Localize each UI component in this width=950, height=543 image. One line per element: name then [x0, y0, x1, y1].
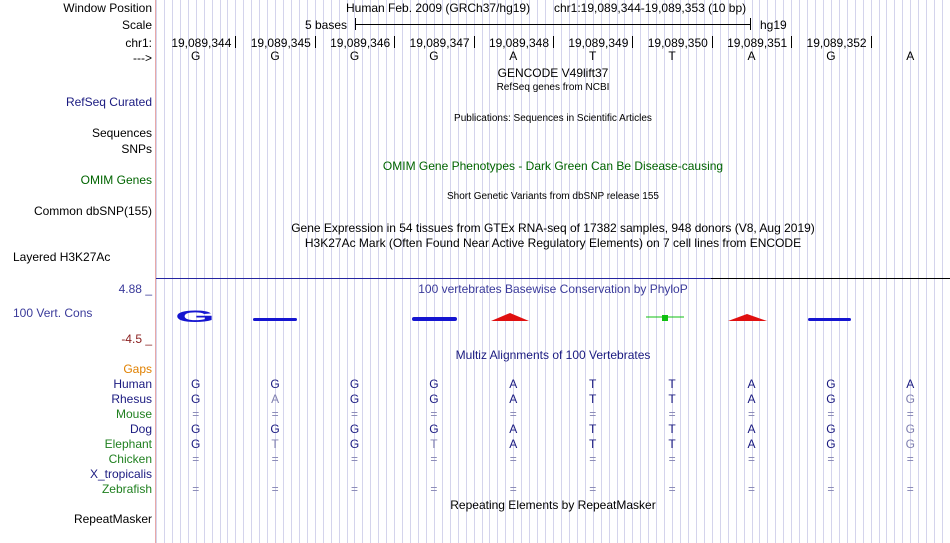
logo-g-2 [253, 318, 297, 321]
aligned-base: = [668, 482, 676, 496]
track-label-column [0, 0, 155, 543]
species-label-x_tropicalis[interactable]: X_tropicalis [89, 467, 152, 481]
species-label-dog[interactable]: Dog [129, 422, 152, 436]
ruler-coordinate: 19,089,344 [171, 36, 232, 50]
aligned-base: = [906, 407, 914, 421]
base-letter: G [349, 49, 360, 63]
species-label-rhesus[interactable]: Rhesus [111, 392, 152, 406]
ruler-coordinate: 19,089,350 [647, 36, 708, 50]
aligned-base: G [905, 422, 915, 436]
species-label-mouse[interactable]: Mouse [115, 407, 152, 421]
base-letter: G [429, 49, 439, 63]
scale-bar [356, 24, 750, 25]
aligned-base: = [668, 407, 676, 421]
aligned-base: T [430, 437, 438, 451]
species-label-human[interactable]: Human [113, 377, 152, 391]
species-label-elephant[interactable]: Elephant [104, 437, 152, 451]
aligned-base: G [429, 422, 439, 436]
dbsnp-track-label[interactable]: Common dbSNP(155) [33, 204, 152, 218]
aligned-base: T [589, 392, 597, 406]
scale-bar-start [355, 18, 356, 30]
position-text: chr1:19,089,344-19,089,353 (10 bp) [554, 1, 747, 15]
aligned-base: G [349, 392, 360, 406]
aligned-base: = [192, 482, 200, 496]
logo-a-5 [491, 313, 529, 321]
aligned-base: G [349, 437, 360, 451]
aligned-base: = [430, 407, 438, 421]
aligned-base: = [668, 452, 676, 466]
aligned-base: G [826, 437, 836, 451]
aligned-base: G [826, 392, 836, 406]
aligned-base: = [430, 452, 438, 466]
base-letter: A [509, 49, 518, 63]
aligned-base: = [827, 482, 835, 496]
aligned-base: G [349, 422, 360, 436]
aligned-base: = [350, 482, 358, 496]
aligned-base: A [271, 392, 280, 406]
base-letter: G [270, 49, 280, 63]
db-label: hg19 [760, 18, 787, 32]
species-label-zebrafish[interactable]: Zebrafish [101, 482, 152, 496]
aligned-base: T [589, 422, 597, 436]
strand-arrow-label[interactable]: ---> [133, 51, 152, 65]
logo-g-1: G [175, 307, 215, 326]
phylop-top-line-ext [711, 278, 950, 279]
aligned-base: = [350, 407, 358, 421]
aligned-base: G [191, 377, 201, 391]
omim-track-label[interactable]: OMIM Genes [80, 173, 152, 187]
aligned-base: G [905, 437, 915, 451]
window-position-label: Window Position [63, 1, 152, 15]
aligned-base: = [906, 452, 914, 466]
aligned-base: G [191, 437, 201, 451]
ruler-coordinate: 19,089,348 [488, 36, 549, 50]
gaps-label[interactable]: Gaps [123, 362, 152, 376]
base-letter: T [668, 49, 676, 63]
aligned-base: T [589, 437, 597, 451]
aligned-base: = [589, 407, 597, 421]
aligned-base: T [668, 437, 676, 451]
aligned-base: G [270, 422, 280, 436]
aligned-base: = [509, 407, 517, 421]
assembly-text: Human Feb. 2009 (GRCh37/hg19) [346, 1, 531, 15]
base-letter: T [589, 49, 597, 63]
ruler-tick [871, 36, 872, 48]
aligned-base: = [827, 452, 835, 466]
phylop-logo [156, 300, 950, 330]
ruler-coordinate: 19,089,349 [568, 36, 629, 50]
aligned-base: = [827, 407, 835, 421]
ruler-coordinate: 19,089,345 [250, 36, 311, 50]
omim-track-desc: OMIM Gene Phenotypes - Dark Green Can Be Disease-causing [382, 159, 724, 173]
scale-text: 5 bases [305, 18, 348, 32]
aligned-base: T [668, 422, 676, 436]
aligned-base: A [509, 422, 518, 436]
chrom-label: chr1: [125, 36, 152, 50]
aligned-base: = [747, 452, 755, 466]
logo-g-9 [808, 318, 851, 321]
aligned-base: G [429, 392, 439, 406]
aligned-base: = [509, 482, 517, 496]
aligned-base: = [509, 452, 517, 466]
aligned-base: A [747, 437, 756, 451]
aligned-base: = [271, 482, 279, 496]
base-letter: A [747, 49, 756, 63]
phylop-top-line [156, 278, 711, 279]
phylop-track-desc: 100 vertebrates Basewise Conservation by PhyloP [418, 282, 688, 296]
aligned-base: T [668, 377, 676, 391]
ruler-coordinate: 19,089,346 [330, 36, 391, 50]
scale-label: Scale [121, 18, 152, 32]
aligned-base: = [589, 452, 597, 466]
base-letter: G [826, 49, 836, 63]
aligned-base: A [747, 392, 756, 406]
aligned-base: = [271, 407, 279, 421]
aligned-base: = [350, 452, 358, 466]
logo-a-8 [728, 314, 767, 321]
base-letter: A [906, 49, 915, 63]
aligned-base: G [349, 377, 360, 391]
cons-min-label: -4.5 _ [121, 332, 152, 346]
aligned-base: T [668, 392, 676, 406]
species-label-chicken[interactable]: Chicken [108, 452, 152, 466]
ruler-coordinate: 19,089,347 [409, 36, 470, 50]
cons-track-label[interactable]: 100 Vert. Cons [13, 306, 93, 320]
logo-g-3 [412, 317, 457, 321]
aligned-base: A [747, 422, 756, 436]
scale-bar-end [750, 18, 751, 30]
aligned-base: T [589, 377, 597, 391]
aligned-base: G [191, 392, 201, 406]
aligned-base: G [429, 377, 439, 391]
repeatmasker-track-label[interactable]: RepeatMasker [73, 512, 152, 526]
aligned-base: A [747, 377, 756, 391]
aligned-base: A [906, 377, 915, 391]
gencode-track[interactable]: GENCODE V49lift37 [497, 66, 609, 80]
aligned-base: T [271, 437, 279, 451]
aligned-base: A [509, 437, 518, 451]
base-letter: G [191, 49, 201, 63]
multiz-track-desc: Multiz Alignments of 100 Vertebrates [455, 348, 651, 362]
aligned-base: = [271, 452, 279, 466]
sequences-track-label[interactable]: Sequences [91, 126, 152, 140]
aligned-base: A [509, 377, 518, 391]
refseq-track-label[interactable]: RefSeq Curated [65, 95, 152, 109]
dbsnp-track-desc: Short Genetic Variants from dbSNP release 155 [447, 191, 659, 202]
h3k27ac-track-desc: H3K27Ac Mark (Often Found Near Active Regulatory Elements) on 7 cell lines from ENCODE [304, 236, 802, 250]
logo-t-7 [662, 315, 668, 321]
publications-track[interactable]: Publications: Sequences in Scientific Articles [454, 113, 652, 124]
aligned-base: G [191, 422, 201, 436]
ruler-coordinate: 19,089,352 [806, 36, 867, 50]
refseq-track-desc: RefSeq genes from NCBI [496, 82, 610, 93]
aligned-base: = [192, 452, 200, 466]
cons-max-label: 4.88 _ [118, 282, 152, 296]
aligned-base: A [509, 392, 518, 406]
ruler-coordinate: 19,089,351 [727, 36, 788, 50]
snps-track-label[interactable]: SNPs [121, 142, 152, 156]
aligned-base: G [905, 392, 915, 406]
aligned-base: = [589, 482, 597, 496]
repeatmasker-track-desc: Repeating Elements by RepeatMasker [450, 498, 656, 512]
aligned-base: G [270, 377, 280, 391]
aligned-base: G [826, 377, 836, 391]
aligned-base: = [747, 482, 755, 496]
aligned-base: = [906, 482, 914, 496]
aligned-base: G [826, 422, 836, 436]
aligned-base: = [192, 407, 200, 421]
aligned-base: = [430, 482, 438, 496]
gtex-track[interactable]: Gene Expression in 54 tissues from GTEx RNA-seq of 17382 samples, 948 donors (V8, Aug 2019) [291, 221, 815, 235]
aligned-base: = [747, 407, 755, 421]
track-image[interactable] [156, 0, 950, 543]
h3k27ac-track-label[interactable]: Layered H3K27Ac [13, 250, 111, 264]
